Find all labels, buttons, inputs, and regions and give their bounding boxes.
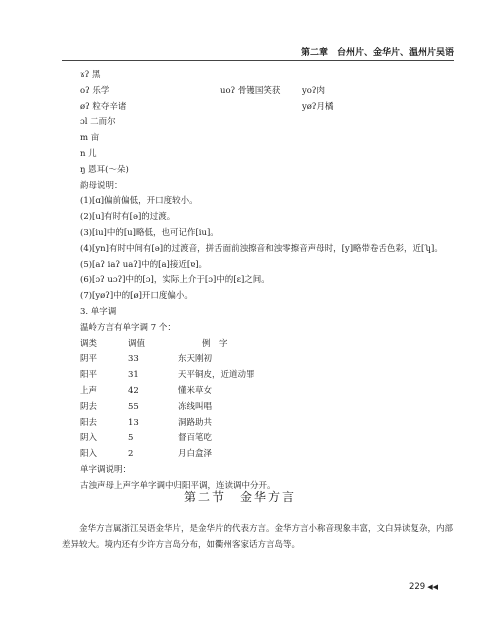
note-item: (2)[u]有时有[ə]的过渡。	[80, 212, 176, 223]
finals-row	[80, 100, 454, 116]
tone-name: 阴平	[80, 354, 98, 365]
finals-row	[80, 68, 454, 84]
section-title: 金华方言	[240, 490, 297, 504]
tones-note-title: 单字调说明：	[80, 464, 132, 475]
tone-name: 上声	[80, 385, 98, 396]
header-cell: 调类	[80, 338, 98, 349]
tones-table	[80, 337, 454, 463]
tone-name: 阳平	[80, 370, 98, 381]
section-number: 第二节	[183, 490, 226, 504]
tones-intro: 温岭方言有单字调 7 个：	[80, 322, 176, 333]
tone-value: 55	[128, 401, 139, 412]
section-heading	[0, 488, 480, 505]
tones-heading: 3. 单字调	[80, 306, 117, 317]
tone-examples: 洞路助共	[178, 417, 213, 428]
finals-row	[80, 163, 454, 179]
notes-title: 韵母说明：	[80, 180, 123, 191]
tone-examples: 天平铜皮，近道动罪	[178, 370, 255, 381]
tone-examples: 月白盒泽	[178, 449, 213, 460]
finals-row	[80, 131, 454, 147]
table-row	[80, 416, 454, 432]
tone-examples: 督百笔吃	[178, 433, 213, 444]
final-cell: ŋ 恩耳(～朵)	[80, 164, 129, 175]
tone-value: 31	[128, 370, 139, 381]
tone-name: 阳去	[80, 417, 98, 428]
header-cell: 调值	[128, 338, 146, 349]
final-cell: uoʔ 骨镬国笑获	[220, 85, 281, 96]
table-row	[80, 368, 454, 384]
finals-row	[80, 84, 454, 100]
final-cell	[220, 100, 302, 116]
final-cell: oʔ 乐学	[80, 85, 110, 96]
table-row	[80, 447, 454, 463]
body-paragraph: 金华方言属浙江吴语金华片，是金华片的代表方言。金华方言小称音现象丰富，文白异读复杂，内部差异较大。境内还有少许方言岛分布，如衢州客家话方言岛等。	[62, 524, 454, 550]
final-cell: yoʔ肉	[302, 85, 325, 96]
tones-note: 古浊声母上声字单字调中归阳平调，连读调中分开。	[80, 480, 276, 491]
tone-name: 阴去	[80, 401, 98, 412]
finals-list	[80, 68, 454, 179]
page-number	[409, 582, 438, 592]
tone-examples: 东天刚初	[178, 354, 213, 365]
final-cell: yøʔ月橘	[302, 101, 334, 112]
table-row	[80, 431, 454, 447]
page-mark-icon: ◀◀	[427, 583, 438, 591]
tone-value: 2	[128, 449, 134, 460]
table-row	[80, 352, 454, 368]
final-cell	[220, 163, 302, 179]
note-item: (3)[iu]中的[u]略低，也可记作[iu]。	[80, 227, 219, 238]
notes-list	[80, 194, 454, 305]
page-number-text: 229	[408, 582, 426, 592]
tone-examples: 懂米草女	[178, 385, 213, 396]
tone-value: 42	[128, 385, 139, 396]
running-header: 第二章 台州片、金华片、温州片吴语	[300, 48, 454, 58]
tone-value: 13	[128, 417, 139, 428]
note-item: (6)[ɔʔ uɔʔ]中的[ɔ]，实际上介于[ɔ]中的[ɛ]之间。	[80, 275, 270, 286]
main-content	[80, 68, 454, 495]
header-rule	[62, 60, 454, 61]
final-cell	[220, 147, 302, 163]
final-cell	[220, 68, 302, 84]
final-cell: ɔl 二而尔	[80, 117, 116, 128]
final-cell: ɤʔ 黑	[80, 70, 101, 80]
final-cell: m 亩	[80, 133, 100, 144]
note-item: (1)[ɑ]偏前偏低，开口度较小。	[80, 196, 198, 207]
tone-name: 阴入	[80, 433, 98, 444]
table-row	[80, 384, 454, 400]
finals-row	[80, 115, 454, 131]
note-item: (4)[yn]有时中间有[ə]的过渡音，拼舌面前浊擦音和浊零擦音声母时，[y]略带卷舌色彩，近[ʮ]。	[80, 243, 443, 254]
tone-value: 5	[128, 433, 134, 444]
table-row	[80, 400, 454, 416]
note-item: (5)[aʔ iaʔ uaʔ]中的[a]接近[ɐ]。	[80, 259, 208, 270]
final-cell: n 儿	[80, 148, 97, 159]
note-item: (7)[yøʔ]中的[ø]开口度偏小。	[80, 291, 193, 302]
tone-examples: 冻线叫唱	[178, 401, 213, 412]
tone-value: 33	[128, 354, 139, 365]
final-cell: øʔ 粒夺辛诸	[80, 101, 127, 112]
final-cell	[220, 115, 302, 131]
final-cell	[220, 131, 302, 147]
header-cell: 例 字	[202, 338, 228, 349]
finals-row	[80, 147, 454, 163]
table-header	[80, 337, 454, 353]
tone-name: 阳入	[80, 449, 98, 460]
